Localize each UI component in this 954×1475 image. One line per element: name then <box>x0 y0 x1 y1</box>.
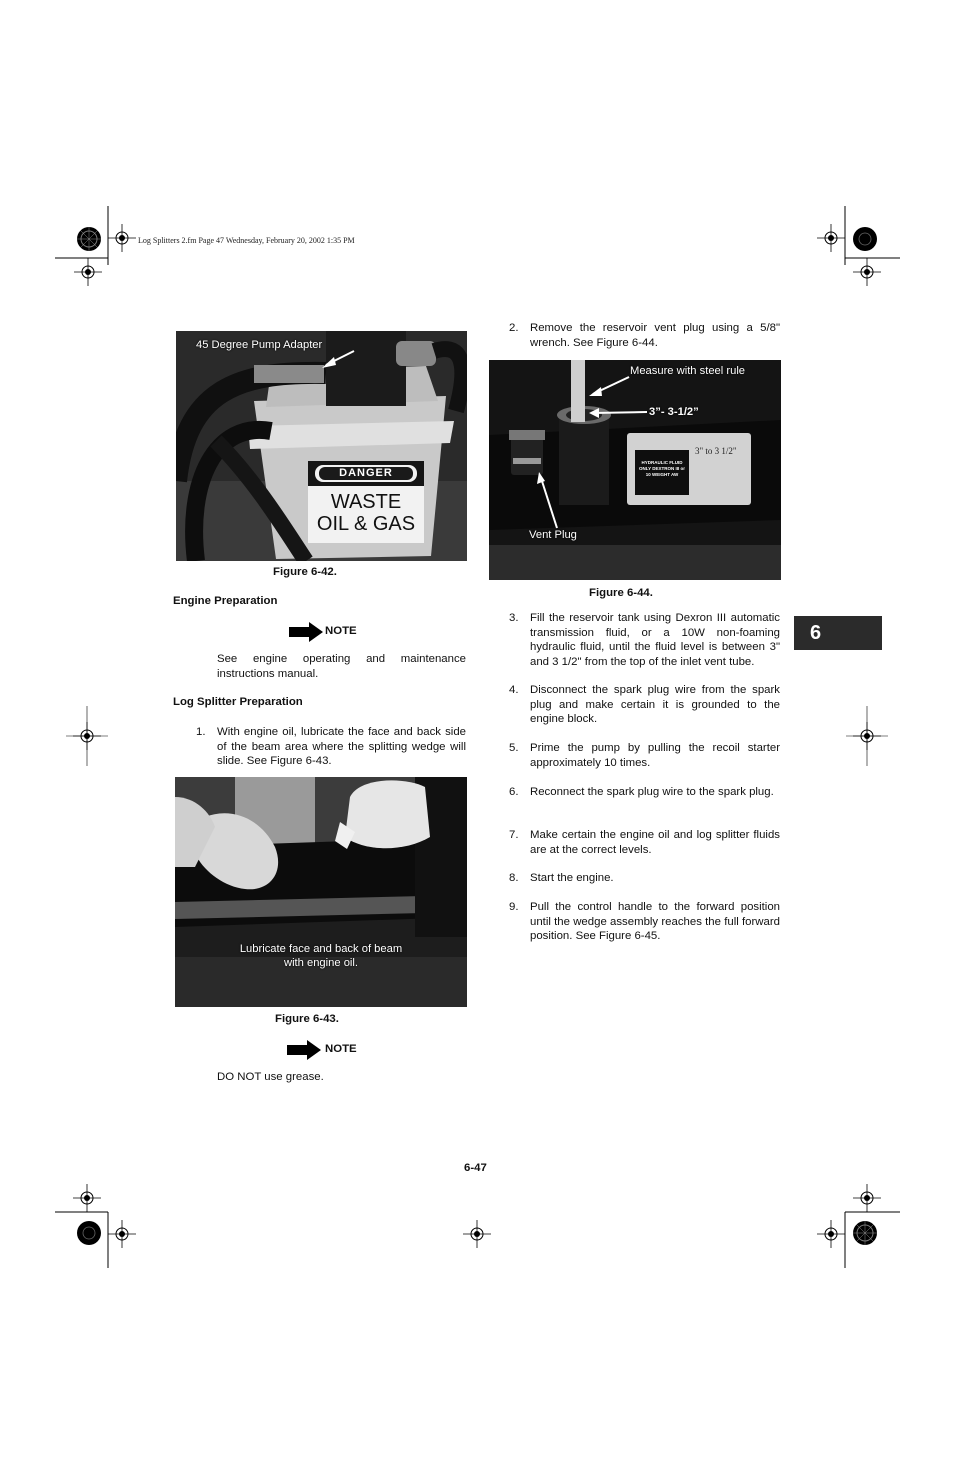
step-number: 3. <box>509 612 519 624</box>
note-text-grease: DO NOT use grease. <box>217 1071 324 1083</box>
figure-6-44-label-rule: Measure with steel rule <box>630 365 746 377</box>
figure-6-42-label: 45 Degree Pump Adapter <box>196 339 323 351</box>
step-4 <box>509 683 781 728</box>
step-text: Remove the reservoir vent plug using a 5/8" wrench. See Figure 6-44. <box>530 322 780 349</box>
step-number: 1. <box>196 726 206 738</box>
step-8 <box>509 871 781 887</box>
note-text-engine: See engine operating and maintenance instructions manual. <box>217 653 466 680</box>
step-text: Start the engine. <box>530 872 614 884</box>
figure-6-43-caption: Figure 6-43. <box>275 1013 339 1025</box>
figure-6-43-label-line2: with engine oil. <box>283 957 358 969</box>
step-number: 5. <box>509 742 519 754</box>
step-3 <box>509 611 781 671</box>
note-arrow-icon <box>289 622 323 642</box>
step-number: 8. <box>509 872 519 884</box>
note-label: NOTE <box>325 1043 357 1055</box>
figure-6-44-label-vent: Vent Plug <box>529 529 577 541</box>
step-number: 2. <box>509 322 519 334</box>
step-2 <box>509 321 781 351</box>
danger-sign-line2: OIL & GAS <box>316 513 416 535</box>
chapter-tab: 6 <box>794 616 882 650</box>
figure-6-43-label-line1: Lubricate face and back of beam <box>239 943 403 955</box>
step-text: Make certain the engine oil and log splitter fluids are at the correct levels. <box>530 829 780 856</box>
step-7 <box>509 828 781 858</box>
engine-preparation-heading: Engine Preparation <box>173 595 278 607</box>
step-text: Prime the pump by pulling the recoil starter approximately 10 times. <box>530 742 780 769</box>
step-9 <box>509 900 781 945</box>
step-number: 6. <box>509 786 519 798</box>
step-text: With engine oil, lubricate the face and back side of the beam area where the splitting wedge will slide. See Figure 6-43. <box>217 726 466 768</box>
step-text: Disconnect the spark plug wire from the spark plug and make certain it is grounded to the engine block. <box>530 684 780 726</box>
figure-6-44-photo <box>489 360 781 580</box>
step-text: Fill the reservoir tank using Dexron III automatic transmission fluid, or a 10W non-foaming hydraulic fluid, until the fluid level is between 3" and 3 1/2" from the top of the inlet vent tube. <box>530 612 780 668</box>
figure-6-43-photo <box>175 777 467 1007</box>
danger-sign-header: DANGER <box>339 467 393 479</box>
step-text: Pull the control handle to the forward position until the wedge assembly reaches the full forward position. See Figure 6-45. <box>530 901 780 943</box>
step-1 <box>196 725 466 770</box>
danger-sign-line1: WASTE <box>330 491 402 513</box>
figure-6-42-caption: Figure 6-42. <box>273 566 337 578</box>
figure-6-42-photo <box>176 331 467 561</box>
note-label: NOTE <box>325 625 357 637</box>
figure-6-44-label-measure: 3”- 3-1/2” <box>649 406 699 418</box>
step-number: 7. <box>509 829 519 841</box>
step-text: Reconnect the spark plug wire to the spark plug. <box>530 786 774 798</box>
figure-6-44-caption: Figure 6-44. <box>589 587 653 599</box>
decal-text: HYDRAULIC FLUID ONLY DEXTRON III or 10 WEIGHT AW <box>638 460 685 477</box>
decal-measure: 3" to 3 1/2" <box>695 446 737 456</box>
frame-file-info: Log Splitters 2.fm Page 47 Wednesday, February 20, 2002 1:35 PM <box>138 236 355 245</box>
step-number: 9. <box>509 901 519 913</box>
page-number: 6-47 <box>464 1162 487 1174</box>
log-splitter-preparation-heading: Log Splitter Preparation <box>173 696 303 708</box>
step-6 <box>509 785 781 815</box>
step-number: 4. <box>509 684 519 696</box>
note-arrow-icon <box>287 1040 321 1060</box>
step-5 <box>509 741 781 771</box>
